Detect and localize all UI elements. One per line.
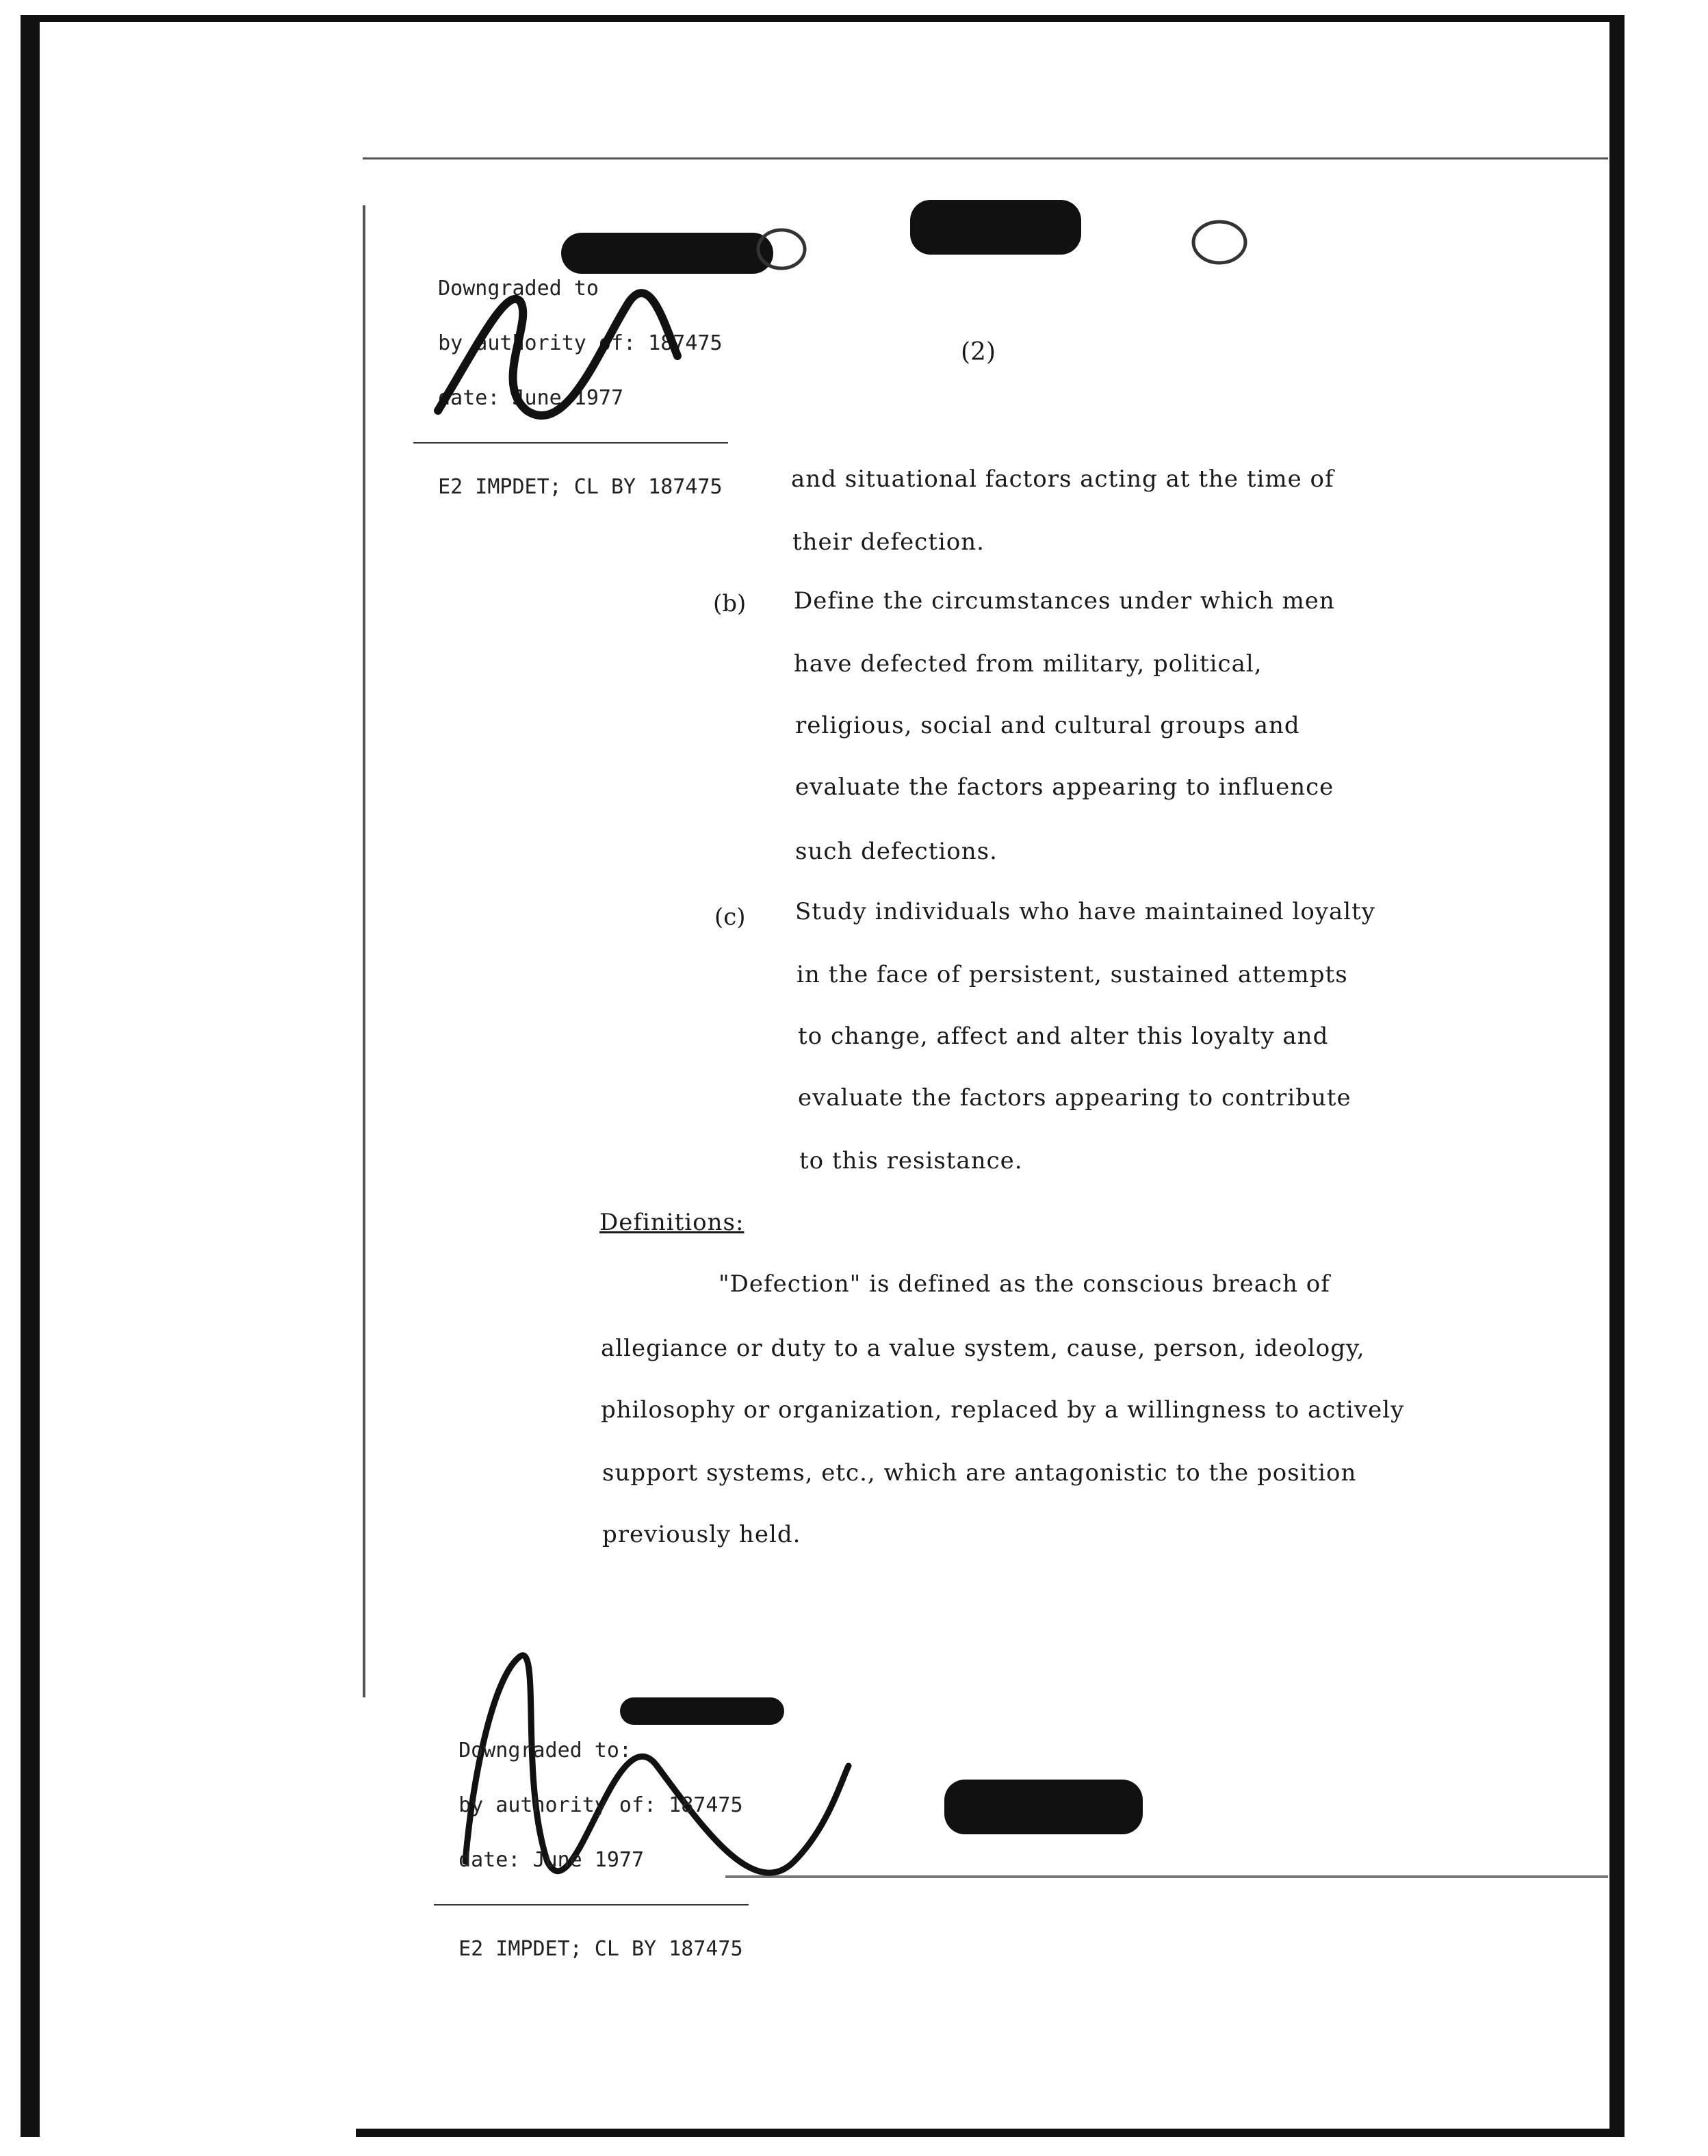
stamp-bottom-line4: E2 IMPDET; CL BY 187475 xyxy=(458,1937,743,1961)
item-c-line-3: to change, affect and alter this loyalty and xyxy=(798,1023,1329,1050)
item-b-line-1: Define the circumstances under which men xyxy=(794,587,1335,615)
stamp-bottom-line2: by authority of: 187475 xyxy=(458,1793,743,1817)
item-c-line-2: in the face of persistent, sustained attempts xyxy=(797,961,1348,988)
item-b-label: (b) xyxy=(713,590,747,617)
stamp-bottom-rule xyxy=(434,1904,749,1905)
redaction-top-classification xyxy=(910,200,1081,255)
item-b-line-4: evaluate the factors appearing to influence xyxy=(795,773,1334,801)
downgrade-stamp-bottom xyxy=(434,1710,749,1963)
item-c-line-1: Study individuals who have maintained loyalty xyxy=(795,898,1376,925)
item-b-line-5: such defections. xyxy=(795,838,998,865)
item-c-label: (c) xyxy=(714,903,746,931)
definitions-heading: Definitions: xyxy=(599,1209,745,1236)
redaction-top-stamp xyxy=(561,233,773,274)
item-c-line-4: evaluate the factors appearing to contribute xyxy=(798,1084,1351,1112)
item-c-line-5: to this resistance. xyxy=(799,1147,1023,1175)
page-edge-line-bottom xyxy=(725,1875,1608,1878)
scan-edge-top xyxy=(21,15,1615,22)
definitions-line-5: previously held. xyxy=(602,1521,801,1548)
stamp-top-line3: date: June 1977 xyxy=(438,386,624,410)
stamp-top-line1: Downgraded to xyxy=(438,277,599,300)
definitions-line-1: "Defection" is defined as the conscious breach of xyxy=(719,1270,1330,1298)
scan-edge-bottom xyxy=(356,2129,1625,2137)
page-edge-line-top xyxy=(363,157,1608,159)
stamp-bottom-line1: Downgraded to: xyxy=(458,1738,632,1762)
downgrade-stamp-top xyxy=(413,248,728,501)
definitions-line-3: philosophy or organization, replaced by a willingness to actively xyxy=(601,1396,1405,1424)
item-b-line-2: have defected from military, political, xyxy=(794,650,1263,678)
stamp-top-rule xyxy=(413,442,728,444)
definitions-line-2: allegiance or duty to a value system, cause, person, ideology, xyxy=(601,1335,1365,1362)
stamp-bottom-line3: date: June 1977 xyxy=(458,1848,645,1872)
continuation-line-1: and situational factors acting at the time of xyxy=(791,465,1334,493)
scan-edge-right xyxy=(1609,15,1625,2130)
continuation-line-2: their defection. xyxy=(792,528,985,556)
definitions-line-4: support systems, etc., which are antagonistic to the position xyxy=(602,1459,1357,1487)
item-b-line-3: religious, social and cultural groups and xyxy=(795,712,1300,739)
stamp-top-line2: by authority of: 187475 xyxy=(438,331,723,355)
stamp-top-line4: E2 IMPDET; CL BY 187475 xyxy=(438,475,723,499)
page-number: (2) xyxy=(961,338,996,366)
redaction-bottom-classification xyxy=(944,1780,1143,1834)
scan-edge-left xyxy=(21,15,40,2137)
page-edge-line-left xyxy=(363,205,365,1697)
